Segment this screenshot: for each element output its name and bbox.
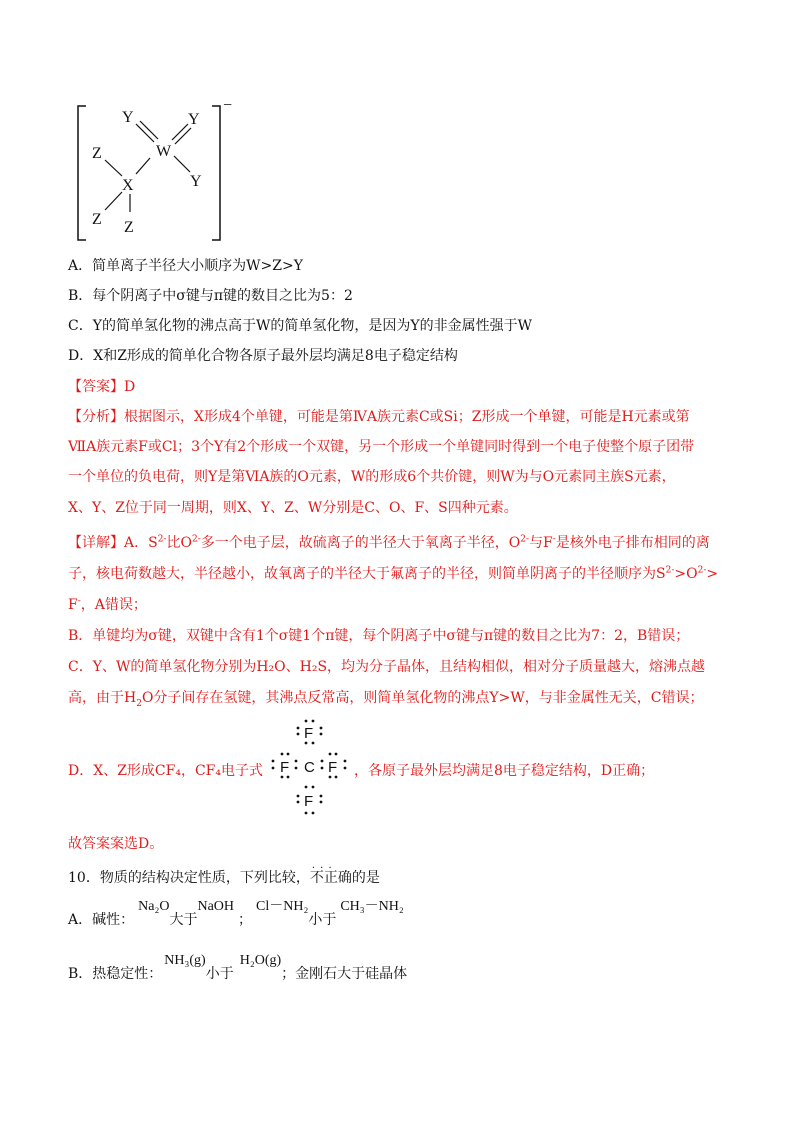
lewis-f-left: F	[280, 759, 290, 776]
q10-stem: 10．物质的结构决定性质，下列比较，· · · 不正确的是	[68, 868, 380, 888]
lewis-c: C	[304, 759, 315, 776]
lewis-f-top: F	[304, 725, 314, 742]
analysis-line-2: ⅦA族元素F或Cl；3个Y有2个形成一个双键，另一个形成一个单键同时得到一个电子使整个原子团带	[68, 439, 695, 455]
atom-x: X	[122, 177, 134, 194]
option-a: A．简单离子半径大小顺序为W>Z>Y	[68, 258, 303, 274]
detail-line-3: F-，A错误；	[68, 596, 147, 613]
detail-b: B．单键均为σ键，双键中含有1个σ键1个π键，每个阴离子中σ键与π键的数目之比为7：2，B错误；	[68, 628, 690, 644]
answer-line: 【答案】D	[68, 379, 136, 395]
lewis-f-bottom: F	[304, 793, 314, 810]
detail-c-line-2: 高，由于$H_2O$分子间存在氢键，其沸点反常高，则简单氢化物的沸点Y>W，与非金属性无关，C错误；	[68, 690, 704, 709]
atom-z3: Z	[124, 219, 134, 236]
atom-y3: Y	[190, 173, 202, 190]
option-d: D．X和Z形成的简单化合物各原子最外层均满足8电子稳定结构	[68, 348, 458, 364]
left-bracket	[78, 106, 86, 240]
right-bracket	[212, 106, 220, 240]
analysis-line-3: 一个单位的负电荷，则Y是第ⅥA族的O元素，W的形成6个共价键，则W为与O元素同主族S元素，	[68, 469, 676, 485]
atom-y1: Y	[122, 109, 134, 126]
analysis-line-1: 【分析】根据图示，X形成4个单键，可能是第ⅣA族元素C或Si；Z形成一个单键，可能是H元素或第	[68, 409, 690, 425]
detail-line-2: 子，核电荷数越大，半径越小，故氧离子的半径大于氟离子的半径，则简单阴离子的半径顺序为$S^{2-}>O^{2-}>$	[68, 565, 719, 582]
atom-z1: Z	[92, 145, 102, 162]
q10-option-b: B．热稳定性：NH₃(g)小于H₂O(g)；金刚石大于硅晶体	[68, 953, 408, 982]
detail-line-1: 【详解】A．$S^{2-}$比$O^{2-}$多一个电子层，故硫离子的半径大于氧离子半径，$O^{2-}$与F-是核外电子排布相同的离	[68, 534, 710, 551]
q10-option-a: A．碱性：Na₂O大于NaOH；Cl－NH₂小于CH₃－NH₂	[68, 899, 404, 928]
lewis-f-right: F	[328, 759, 338, 776]
detail-conclusion: 故答案案选D。	[68, 836, 164, 852]
detail-d-right: ，各原子最外层均满足8电子稳定结构，D正确；	[354, 763, 655, 779]
cf4-lewis-structure	[268, 716, 350, 828]
detail-c-line-1: C．Y、W的简单氢化物分别为H₂O、H₂S，均为分子晶体，且结构相似，相对分子质量越大，熔沸点越	[68, 659, 706, 675]
atom-y2: Y	[188, 111, 200, 128]
analysis-line-4: X、Y、Z位于同一周期，则X、Y、Z、W分别是C、O、F、S四种元素。	[68, 500, 518, 516]
option-c: C．Y的简单氢化物的沸点高于W的简单氢化物，是因为Y的非金属性强于W	[68, 318, 532, 334]
detail-d-left: D．X、Z形成CF₄，CF₄电子式	[68, 763, 263, 779]
atom-w: W	[156, 143, 172, 160]
option-b: B．每个阴离子中σ键与π键的数目之比为5：2	[68, 288, 353, 304]
atom-z2: Z	[92, 211, 102, 228]
charge-sign: −	[223, 100, 233, 114]
anion-structure-diagram	[72, 100, 242, 245]
